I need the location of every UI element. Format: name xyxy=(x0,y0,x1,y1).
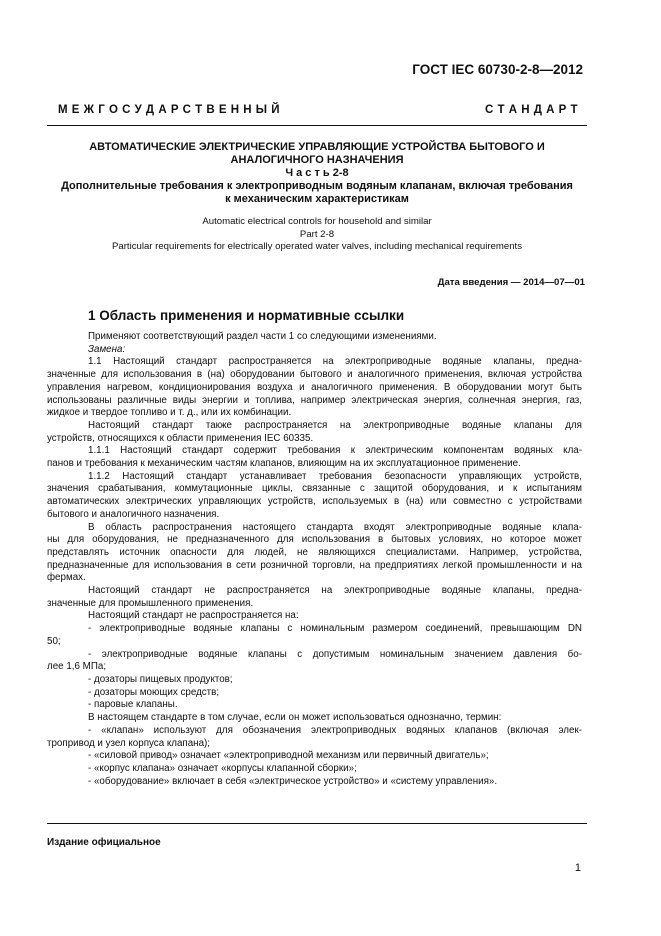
paragraph-continuation: лее 1,6 МПа; xyxy=(47,661,107,673)
paragraph-continuation: устройств, относящихся к области применения IEC 60335. xyxy=(47,432,314,444)
paragraph-first-line: В область распространения настоящего стандарта входят электроприводные водяные клапа- xyxy=(88,521,582,533)
title-en-part: Part 2-8 xyxy=(299,229,335,240)
paragraph-continuation: ны для оборудования, не предназначенного для использования в бытовых условиях, но которое может представлять источник опасности для людей, не являющихся специалистами. Например, устройства, предназначенные для использования в сети розничной торговли, на предприятиях легкой промышленности и на фермах. xyxy=(47,534,582,584)
title-ru-sub1: Дополнительные требования к электроприводным водяным клапанам, включая требования xyxy=(61,180,573,192)
page-number: 1 xyxy=(574,862,581,874)
paragraph-first-line: - дозаторы моющих средств; xyxy=(88,686,220,698)
section-heading: 1 Область применения и нормативные ссылки xyxy=(88,308,405,323)
paragraph-first-line: - «оборудование» включает в себя «электрическое устройство» и «систему управления». xyxy=(88,775,498,787)
banner-left: М Е Ж Г О С У Д А Р С Т В Е Н Н Ы Й xyxy=(58,104,280,116)
bottom-rule xyxy=(47,823,587,824)
paragraph-first-line: - «клапан» используют для обозначения электроприводных водяных клапанов (включая элек- xyxy=(88,724,582,736)
title-en-line1: Automatic electrical controls for household and similar xyxy=(202,216,432,227)
paragraph-first-line: - электроприводные водяные клапаны с номинальным размером соединений, превышающим DN xyxy=(88,623,582,635)
paragraph-first-line: Замена: xyxy=(88,343,126,355)
paragraph-continuation: значенные для промышленного применения. xyxy=(47,597,254,609)
paragraph-first-line: - дозаторы пищевых продуктов; xyxy=(88,673,233,685)
paragraph-continuation: панов и требования к механическим частям клапанов, влияющим на их эксплуатационное применение. xyxy=(47,458,521,470)
paragraph-continuation: тропривод и узел корпуса клапана); xyxy=(47,737,211,749)
paragraph-first-line: - «силовой привод» означает «электроприводной механизм или первичный двигатель»; xyxy=(88,750,489,762)
title-ru-sub2: к механическим характеристикам xyxy=(225,193,409,205)
title-en-sub: Particular requirements for electrically operated water valves, including mechanical requirements xyxy=(111,241,523,252)
paragraph-first-line: Настоящий стандарт не распространяется на электроприводные водяные клапаны, предна- xyxy=(88,585,582,597)
introduction-date: Дата введения — 2014—07—01 xyxy=(437,277,585,288)
paragraph-first-line: 1.1.1 Настоящий стандарт содержит требования к электрическим компонентам водяных кла- xyxy=(88,445,582,457)
paragraph-first-line: Настоящий стандарт также распространяется на электроприводные водяные клапаны для xyxy=(88,419,582,431)
paragraph-first-line: - электроприводные водяные клапаны с допустимым номинальным значением давления бо- xyxy=(88,648,582,660)
paragraph-first-line: 1.1.2 Настоящий стандарт устанавливает требования безопасности управляющих устройств, xyxy=(88,470,582,482)
paragraph-first-line: 1.1 Настоящий стандарт распространяется на электроприводные водяные клапаны, предна- xyxy=(88,356,582,368)
title-ru-line2: АНАЛОГИЧНОГО НАЗНАЧЕНИЯ xyxy=(230,154,404,166)
paragraph-continuation: значения срабатывания, коммутационные циклы, связанные с защитой оборудования, и к испытаниям автоматических электрических управляющих устройств, используемых в (на) или совместно с устройствами бытового и аналогичного назначения. xyxy=(47,483,582,520)
top-rule xyxy=(47,125,587,126)
standard-banner xyxy=(58,104,578,116)
section-body xyxy=(47,331,582,788)
paragraph-first-line: - «корпус клапана» означает «корпусы клапанной сборки»; xyxy=(88,762,357,774)
paragraph-first-line: - паровые клапаны. xyxy=(88,699,178,711)
paragraph-first-line: В настоящем стандарте в том случае, если он может использоваться однозначно, термин: xyxy=(88,712,502,724)
paragraph-first-line: Настоящий стандарт не распространяется на: xyxy=(88,610,299,622)
title-ru-line1: АВТОМАТИЧЕСКИЕ ЭЛЕКТРИЧЕСКИЕ УПРАВЛЯЮЩИЕ УСТРОЙСТВА БЫТОВОГО И xyxy=(89,141,545,153)
paragraph-continuation: значенные для использования в (на) оборудовании бытового и аналогичного применения, включая устройства управления нагревом, кондиционирования воздуха и аналогичного применения. В оборудовании могут быть использованы различные виды энергии и топлива, например электрическая энергия, солнечная энергия, газ, жидкое и твердое топливо и т. д., или их комбинации. xyxy=(47,369,582,419)
banner-right: С Т А Н Д А Р Т xyxy=(485,104,578,116)
paragraph-first-line: Применяют соответствующий раздел части 1 со следующими изменениями. xyxy=(88,331,437,342)
document-code: ГОСТ IEC 60730-2-8—2012 xyxy=(412,62,583,77)
paragraph-continuation: 50; xyxy=(47,635,61,647)
title-ru-part: Ч а с т ь 2-8 xyxy=(285,167,349,179)
official-edition-label: Издание официальное xyxy=(47,837,161,848)
